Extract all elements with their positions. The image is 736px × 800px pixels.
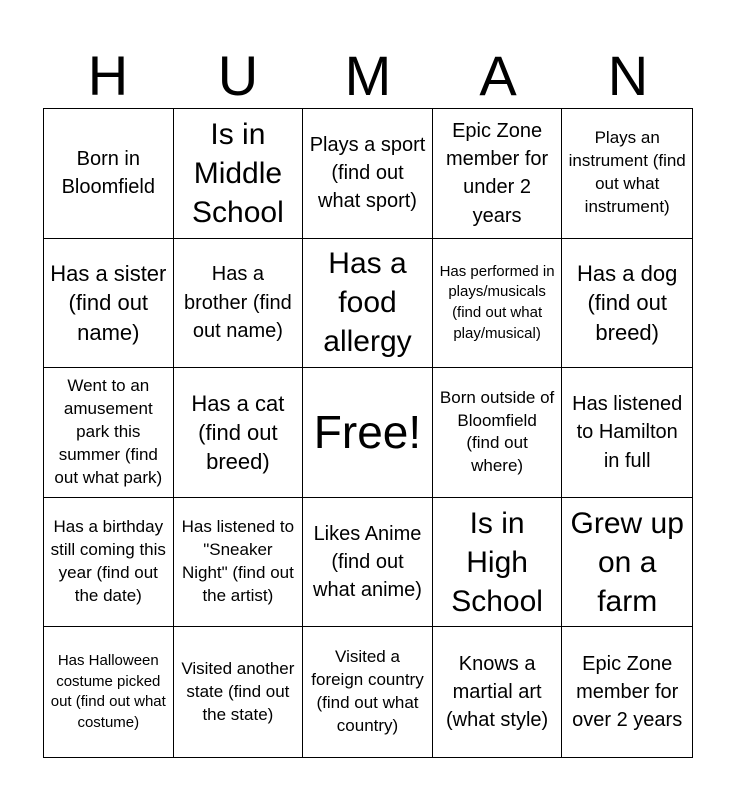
bingo-cell[interactable] <box>44 627 174 757</box>
bingo-cell[interactable] <box>174 239 304 369</box>
bingo-cell[interactable] <box>433 627 563 757</box>
cell-text: Plays an instrument (find out what instrument) <box>568 128 686 217</box>
header-letter-a: A <box>479 44 517 107</box>
bingo-cell[interactable] <box>433 239 563 369</box>
bingo-cell[interactable] <box>303 627 433 757</box>
bingo-cell[interactable] <box>303 109 433 239</box>
bingo-cell[interactable] <box>174 368 304 498</box>
cell-text: Has a dog (find out breed) <box>577 261 678 345</box>
header-letter-m: M <box>344 44 392 107</box>
cell-text: Epic Zone member for over 2 years <box>572 652 683 732</box>
bingo-cell[interactable] <box>174 627 304 757</box>
cell-text: Has listened to "Sneaker Night" (find out the artist) <box>181 517 295 606</box>
cell-text: Has a brother (find out name) <box>183 263 292 343</box>
cell-text: Likes Anime (find out what anime) <box>313 522 422 602</box>
cell-text: Is in Middle School <box>192 117 284 229</box>
bingo-cell[interactable] <box>562 239 692 369</box>
cell-text: Is in High School <box>451 506 543 618</box>
header-letter-u: U <box>217 44 259 107</box>
bingo-cell[interactable] <box>44 109 174 239</box>
cell-text: Has performed in plays/musicals (find out what play/musical) <box>439 262 555 342</box>
bingo-cell[interactable] <box>562 627 692 757</box>
bingo-cell[interactable] <box>562 368 692 498</box>
cell-text: Has a food allergy <box>323 247 412 359</box>
cell-text: Has listened to Hamilton in full <box>572 392 683 472</box>
bingo-board <box>43 108 693 758</box>
bingo-cell[interactable] <box>174 109 304 239</box>
cell-text: Born in Bloomfield <box>61 147 155 199</box>
bingo-cell[interactable] <box>562 498 692 628</box>
cell-text: Born outside of Bloomfield (find out where) <box>439 387 555 476</box>
cell-text: Has a sister (find out name) <box>50 261 167 345</box>
bingo-cell[interactable] <box>433 368 563 498</box>
free-space[interactable] <box>303 368 433 498</box>
bingo-header <box>43 44 693 108</box>
cell-text: Visited a foreign country (find out what country) <box>311 647 424 736</box>
bingo-cell[interactable] <box>433 498 563 628</box>
bingo-cell[interactable] <box>433 109 563 239</box>
bingo-cell[interactable] <box>303 239 433 369</box>
header-letter-h: H <box>87 44 129 107</box>
cell-text: Has a cat (find out breed) <box>191 390 285 475</box>
bingo-cell[interactable] <box>562 109 692 239</box>
cell-text: Knows a martial art (what style) <box>445 652 549 732</box>
cell-text: Went to an amusement park this summer (find out what park) <box>54 376 163 487</box>
cell-text: Grew up on a farm <box>570 506 684 618</box>
bingo-cell[interactable] <box>44 239 174 369</box>
cell-text: Has Halloween costume picked out (find out what costume) <box>50 651 166 731</box>
bingo-cell[interactable] <box>174 498 304 628</box>
cell-text: Plays a sport (find out what sport) <box>309 133 426 213</box>
cell-text: Has a birthday still coming this year (find out the date) <box>50 517 166 606</box>
cell-text: Visited another state (find out the state) <box>181 658 295 724</box>
header-letter-n: N <box>607 44 649 107</box>
bingo-cell[interactable] <box>44 498 174 628</box>
bingo-cell[interactable] <box>303 498 433 628</box>
bingo-cell[interactable] <box>44 368 174 498</box>
cell-text: Epic Zone member for under 2 years <box>445 119 549 227</box>
free-space-label: Free! <box>313 405 422 458</box>
